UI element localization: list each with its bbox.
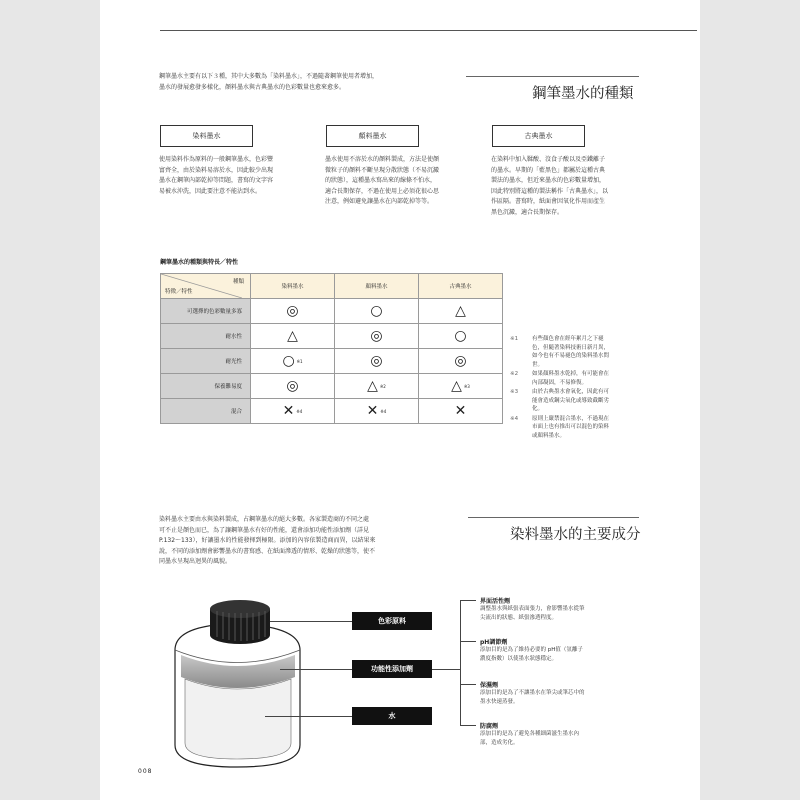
- row-label: 可選擇的色彩數量多寡: [161, 299, 251, 324]
- top-rule: [160, 30, 697, 31]
- table-row: [161, 299, 503, 324]
- para-line: 染料墨水主要由水與染料製成，占鋼筆墨水的絕大多數。各家製造商的不同之處: [159, 516, 370, 523]
- rating-mark: ◎: [286, 303, 299, 319]
- label-water: 水: [352, 707, 432, 725]
- table-header-row: [161, 274, 503, 299]
- page-number: 008: [138, 768, 153, 775]
- rating-mark: ○: [370, 303, 383, 319]
- footnote: [510, 335, 640, 369]
- bracket-tick: [460, 684, 476, 685]
- table-row: [161, 399, 503, 424]
- desc-line: 的狀態），這種墨水寫出來的線條不怕水，: [325, 177, 437, 184]
- desc-line: 墨水在鋼筆內部乾掉等問題，書寫的文字容: [159, 177, 274, 184]
- row-label: 保養難易度: [161, 374, 251, 399]
- bracket-tick: [460, 725, 476, 726]
- bracket-vertical: [460, 600, 461, 726]
- section2-paragraph: [159, 515, 459, 568]
- footnote-label: ※3: [510, 389, 519, 395]
- rating-cell: [251, 324, 335, 349]
- intro-line: 鋼筆墨水主要有以下３種，其中大多數為「染料墨水」，不過隨著鋼筆使用者增加，: [159, 73, 379, 80]
- footnote: [510, 388, 640, 414]
- desc-line: 在染料中加入鞣酸、沒食子酸以及亞鐵離子: [491, 156, 606, 163]
- footnote-line: 如今也有不易褪色的染料墨水問: [532, 353, 610, 359]
- component-ph: [480, 637, 650, 664]
- footnote-label: ※1: [510, 336, 519, 342]
- footnote-line: 內部凝固，不易修復。: [532, 379, 588, 386]
- rating-mark: △: [287, 328, 298, 344]
- rating-cell: [335, 374, 419, 399]
- connector-line: [265, 716, 352, 717]
- bracket-line: [432, 669, 460, 670]
- rating-mark: ✕: [366, 403, 379, 419]
- component-desc: 添加目的是為了維持必要的 pH值（氫離子: [480, 647, 583, 653]
- desc-line: 黑色沉澱，適合長期保存。: [491, 208, 564, 216]
- connector-line: [280, 669, 352, 670]
- desc-line: 適合長期保存，不過在使用上必須花很心思: [325, 187, 440, 195]
- footnote-line: 市面上也有推出可以混色的染料: [532, 424, 610, 430]
- desc-line: 富齊全，由於染料易溶於水，因此較少出現: [159, 166, 274, 174]
- type-box-pigment: 顏料墨水: [326, 125, 419, 147]
- component-title: 保濕劑: [480, 682, 499, 689]
- intro-line: 墨水的發展愈發多樣化，顏料墨水與古典墨水的色彩數量也愈來愈多。: [159, 83, 346, 91]
- rating-cell: [335, 349, 419, 374]
- comparison-table: [160, 273, 503, 424]
- rating-cell: [335, 399, 419, 424]
- footnotes: [510, 335, 640, 441]
- row-label: 混合: [161, 399, 251, 424]
- rating-cell: [419, 324, 503, 349]
- desc-line: 易被水沖洗，因此要注意不能沾到水。: [159, 187, 262, 195]
- desc-line: 的墨水。早期的「藍黑色」都屬於這種古典: [491, 166, 606, 174]
- para-line: 說，不同的添加劑會影響墨水的書寫感、在紙面滲透的情形、乾燥的狀態等，使不: [159, 547, 376, 555]
- footnote-label: ※2: [510, 371, 519, 377]
- desc-line: 使用染料作為原料的一般鋼筆墨水，色彩豐: [159, 156, 274, 163]
- table-corner-cell: [161, 274, 251, 299]
- rating-mark: △: [367, 378, 378, 394]
- para-line: 同墨水呈現出迥異的風貌。: [159, 558, 232, 565]
- rating-cell: [335, 324, 419, 349]
- note-ref: ※4: [296, 408, 303, 414]
- footnote-line: 有些顏色會在經年累月之下褪: [532, 336, 604, 342]
- rating-mark: ◎: [454, 353, 467, 369]
- rating-cell: [419, 299, 503, 324]
- rating-mark: ◎: [370, 328, 383, 344]
- component-desc: 部，造成劣化。: [480, 740, 519, 746]
- component-desc: 添加目的是為了不讓墨水在筆尖或筆芯中的: [480, 690, 585, 696]
- label-colorant: 色彩原料: [352, 612, 432, 630]
- type-desc-classic: [491, 155, 651, 218]
- rating-mark: ✕: [454, 403, 467, 419]
- footnote-line: 原則上嚴禁混合墨水，不過現在: [532, 415, 610, 422]
- rating-cell: [419, 349, 503, 374]
- component-desc: 尖流出的狀態、紙張滲透程度。: [480, 615, 558, 621]
- rating-mark: ◎: [286, 378, 299, 394]
- section2-title: 染料墨水的主要成分: [510, 527, 641, 543]
- desc-line: 作區隔。書寫時，紙面會因氧化作用而產生: [491, 198, 606, 205]
- type-desc-pigment: [325, 155, 485, 208]
- rating-mark: ✕: [282, 403, 295, 419]
- table-row: [161, 324, 503, 349]
- desc-line: 製法的墨水，但近來墨水的色彩數量增加，: [491, 177, 606, 184]
- note-ref: ※4: [380, 408, 387, 414]
- connector-line: [270, 621, 352, 622]
- corner-top-label: 種類: [232, 279, 244, 285]
- rating-cell: [419, 374, 503, 399]
- rating-mark: ○: [282, 353, 295, 369]
- section2-rule: [468, 517, 639, 518]
- footnote-line: 由於古典墨水會氧化，因此有可: [532, 389, 610, 395]
- footnote-line: 能會造成鋼尖氧化或導致截斷劣: [532, 397, 610, 404]
- rating-mark: △: [455, 303, 466, 319]
- footnote-line: 化。: [532, 406, 544, 412]
- column-header: 古典墨水: [419, 274, 503, 299]
- component-title: pH調節劑: [480, 639, 508, 646]
- bracket-tick: [460, 641, 476, 642]
- table-row: [161, 374, 503, 399]
- component-title: 防腐劑: [480, 723, 499, 730]
- corner-bottom-label: 特徵／特性: [165, 289, 193, 295]
- rating-mark: △: [451, 378, 462, 394]
- component-humectant: [480, 680, 650, 707]
- footnote-line: 或顏料墨水。: [532, 432, 566, 439]
- section1-title: 鋼筆墨水的種類: [532, 86, 634, 102]
- desc-line: 墨水使用不溶於水的顏料製成，方法是使顏: [325, 156, 440, 163]
- row-label: 耐光性: [161, 349, 251, 374]
- component-title: 界面活性劑: [480, 598, 511, 605]
- footnote: [510, 415, 640, 441]
- intro-paragraph: [159, 72, 459, 93]
- desc-line: 注意，例如避免讓墨水在內部乾掉等等。: [325, 198, 434, 205]
- type-box-classic: 古典墨水: [492, 125, 585, 147]
- note-ref: ※2: [379, 383, 386, 389]
- type-box-dye: 染料墨水: [160, 125, 253, 147]
- rating-cell: [335, 299, 419, 324]
- column-header: 顏料墨水: [335, 274, 419, 299]
- footnote-line: 色，但隨著染料技術日新月異，: [532, 344, 610, 351]
- component-surfactant: [480, 596, 650, 623]
- book-page: [100, 0, 700, 800]
- rating-mark: ◎: [370, 353, 383, 369]
- component-desc: 調整墨水與紙張表面張力，會影響墨水從筆: [480, 606, 585, 612]
- footnote: [510, 370, 640, 387]
- component-desc: 濃度指數）以使墨水狀態穩定。: [480, 656, 558, 662]
- para-line: P.132～133），好讓墨水的性能發揮到極限。添加的內容依製造商而異，以結果來: [159, 537, 376, 544]
- rating-cell: [251, 399, 335, 424]
- label-additive: 功能性添加劑: [352, 660, 432, 678]
- component-desc: 添加目的是為了避免各種細菌滋生墨水內: [480, 731, 580, 737]
- rating-mark: ○: [454, 328, 467, 344]
- para-line: 可不止是顏色而已，為了讓鋼筆墨水有好的性能，還會添加功能性添加劑（詳見: [159, 526, 370, 534]
- footnote-label: ※4: [510, 415, 519, 422]
- rating-cell: [419, 399, 503, 424]
- bracket-tick: [460, 600, 476, 601]
- footnote-line: 世。: [532, 361, 544, 368]
- footnote-line: 如果顏料墨水乾掉，有可能會在: [532, 371, 610, 377]
- note-ref: ※1: [296, 358, 303, 364]
- note-ref: ※3: [463, 383, 470, 389]
- row-label: 耐水性: [161, 324, 251, 349]
- type-desc-dye: [159, 155, 319, 197]
- rating-cell: [251, 374, 335, 399]
- rating-cell: [251, 299, 335, 324]
- desc-line: 因此特別將這種的製法稱作「古典墨水」，以: [491, 187, 609, 195]
- component-preservative: [480, 721, 650, 748]
- component-desc: 墨水快速蒸發。: [480, 699, 519, 705]
- rating-cell: [251, 349, 335, 374]
- table-row: [161, 349, 503, 374]
- column-header: 染料墨水: [251, 274, 335, 299]
- desc-line: 微粒子的顏料不斷呈現分散狀態（不易沉澱: [325, 166, 440, 174]
- table-caption: 鋼筆墨水的種類與特長／特性: [160, 259, 239, 266]
- section1-rule: [466, 76, 639, 77]
